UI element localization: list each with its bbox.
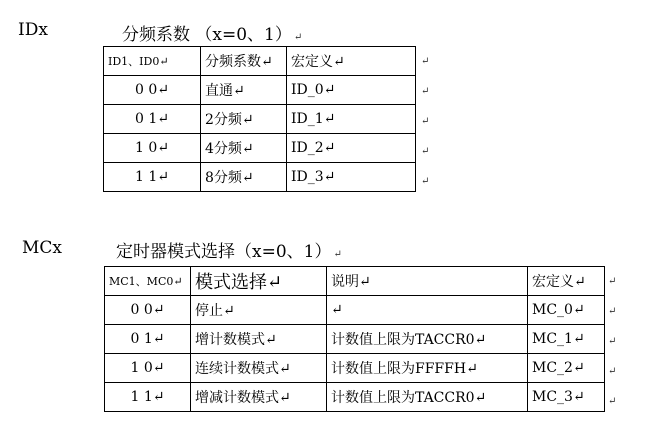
table-row (104, 134, 416, 163)
section-label-idx: IDx (18, 20, 48, 40)
mode-cell: 停止↵ (191, 296, 327, 325)
row-end-mark: ↵ (421, 146, 430, 157)
row-end-mark: ↵ (608, 276, 617, 287)
divider-cell: 8分频↵ (201, 163, 287, 192)
table-row (105, 354, 605, 383)
mode-cell: 增减计数模式↵ (191, 383, 327, 412)
desc-cell: 计数值上限为TACCR0↵ (327, 383, 528, 412)
row-end-mark: ↵ (421, 116, 430, 127)
section-title-text: 分频系数 （x=0、1） (122, 25, 292, 45)
id-divider-table (103, 46, 416, 192)
header-cell: 宏定义↵ (287, 47, 416, 76)
section-label-mcx: MCx (22, 238, 63, 258)
header-cell: ID1、ID0↵ (104, 47, 201, 76)
section-title-idx (122, 20, 302, 45)
bits-cell: 1 0↵ (104, 134, 201, 163)
row-end-mark: ↵ (421, 86, 430, 97)
table-row (105, 296, 605, 325)
macro-cell: ID_0↵ (287, 76, 416, 105)
macro-cell: MC_3↵ (528, 383, 605, 412)
bits-cell: 0 0↵ (104, 76, 201, 105)
mc-mode-table (104, 266, 605, 412)
bits-cell: 1 0↵ (105, 354, 191, 383)
bits-cell: 1 1↵ (104, 163, 201, 192)
divider-cell: 4分频↵ (201, 134, 287, 163)
bits-cell: 0 0↵ (105, 296, 191, 325)
table-row (105, 383, 605, 412)
macro-cell: ID_3↵ (287, 163, 416, 192)
mode-cell: 增计数模式↵ (191, 325, 327, 354)
macro-cell: MC_1↵ (528, 325, 605, 354)
macro-cell: ID_2↵ (287, 134, 416, 163)
row-end-mark: ↵ (421, 176, 430, 187)
row-end-mark: ↵ (608, 306, 617, 317)
desc-cell: 计数值上限为TACCR0↵ (327, 325, 528, 354)
header-cell: 宏定义↵ (528, 267, 605, 296)
desc-cell: 计数值上限为FFFFH↵ (327, 354, 528, 383)
mode-cell: 连续计数模式↵ (191, 354, 327, 383)
row-end-mark: ↵ (421, 56, 430, 67)
row-end-mark: ↵ (608, 336, 617, 347)
bits-cell: 1 1↵ (105, 383, 191, 412)
table-row (104, 105, 416, 134)
bits-cell: 0 1↵ (105, 325, 191, 354)
header-cell: 模式选择↵ (191, 267, 327, 296)
header-cell: 分频系数↵ (201, 47, 287, 76)
desc-cell: ↵ (327, 296, 528, 325)
paragraph-mark: ↵ (333, 249, 342, 260)
divider-cell: 2分频↵ (201, 105, 287, 134)
table-header-row (105, 267, 605, 296)
table-header-row (104, 47, 416, 76)
macro-cell: MC_0↵ (528, 296, 605, 325)
section-title-text: 定时器模式选择（x=0、1） (116, 242, 332, 262)
row-end-mark: ↵ (608, 366, 617, 377)
section-title-mcx (116, 237, 342, 262)
table-row (105, 325, 605, 354)
bits-cell: 0 1↵ (104, 105, 201, 134)
macro-cell: MC_2↵ (528, 354, 605, 383)
paragraph-mark: ↵ (293, 32, 303, 43)
header-cell: 说明↵ (327, 267, 528, 296)
header-cell: MC1、MC0↵ (105, 267, 191, 296)
table-row (104, 76, 416, 105)
macro-cell: ID_1↵ (287, 105, 416, 134)
table-row (104, 163, 416, 192)
divider-cell: 直通↵ (201, 76, 287, 105)
row-end-mark: ↵ (608, 396, 617, 407)
